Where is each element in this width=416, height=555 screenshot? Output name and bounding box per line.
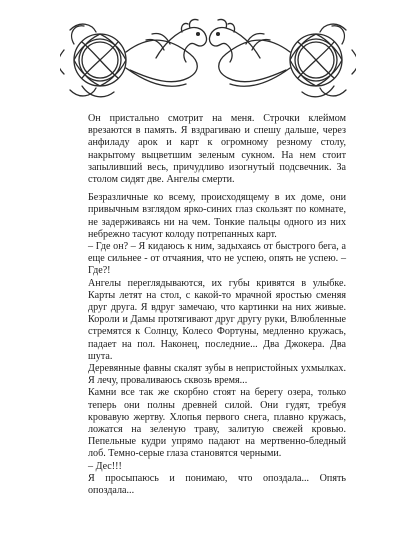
- paragraph-4: Ангелы переглядываются, их губы кривятся в улыбке. Карты летят на стол, с какой-то мрачной яростью сменяя друг друга. Я вдруг замечаю, что картинки на них живые. Короли и Дамы протягивают друг другу руки, Влюбленные стремятся к Солнцу, Колесо Фортуны, медленно кружась, падает на пол. Наконец, последние... Два Джокера. Два шута.: [88, 277, 346, 362]
- body-text: [88, 113, 346, 497]
- paragraph-8: Я просыпаюсь и понимаю, что опоздала... Опять опоздала...: [88, 472, 346, 497]
- celtic-ornament-header: [60, 14, 356, 106]
- celtic-knot-horse-heads-icon: [60, 14, 356, 106]
- paragraph-6: Камни все так же скорбно стоят на берегу озера, только теперь они полны древней силой. Они гудят, требуя кровавую жертву. Хлопья первого снега, плавно кружась, ложатся на зеленую траву, залитую свежей кровью. Пепельные кудри упрямо падают на мертвенно-бледный лоб. Темно-серые глаза становятся черными.: [88, 387, 346, 460]
- paragraph-1: Он пристально смотрит на меня. Строчки клеймом врезаются в память. Я вздрагиваю и спешу дальше, через анфиладу арок и карт к огромному резному столу, накрытому выцветшим зеленым сукном. На нем стоит запыливший весь, причудливо изогнутый подсвечник. За столом сидят две. Ангелы смерти.: [88, 113, 346, 186]
- paragraph-5: Деревянные фавны скалят зубы в непристойных ухмылках. Я лечу, проваливаюсь сквозь время...: [88, 363, 346, 387]
- paragraph-3: – Где он? – Я кидаюсь к ним, задыхаясь от быстрого бега, а еще сильнее - от отчаяния, что не успею, опять не успею. – Где?!: [88, 241, 346, 277]
- paragraph-7: – Дес!!!: [88, 460, 122, 472]
- paragraph-2: Безразличные ко всему, происходящему в их доме, они привычным взглядом ярко-синих глаз скользят по комнате, не задерживаясь ни на чем. Тонкие пальцы одного из них небрежно тасуют колоду потрепанных карт.: [88, 192, 346, 240]
